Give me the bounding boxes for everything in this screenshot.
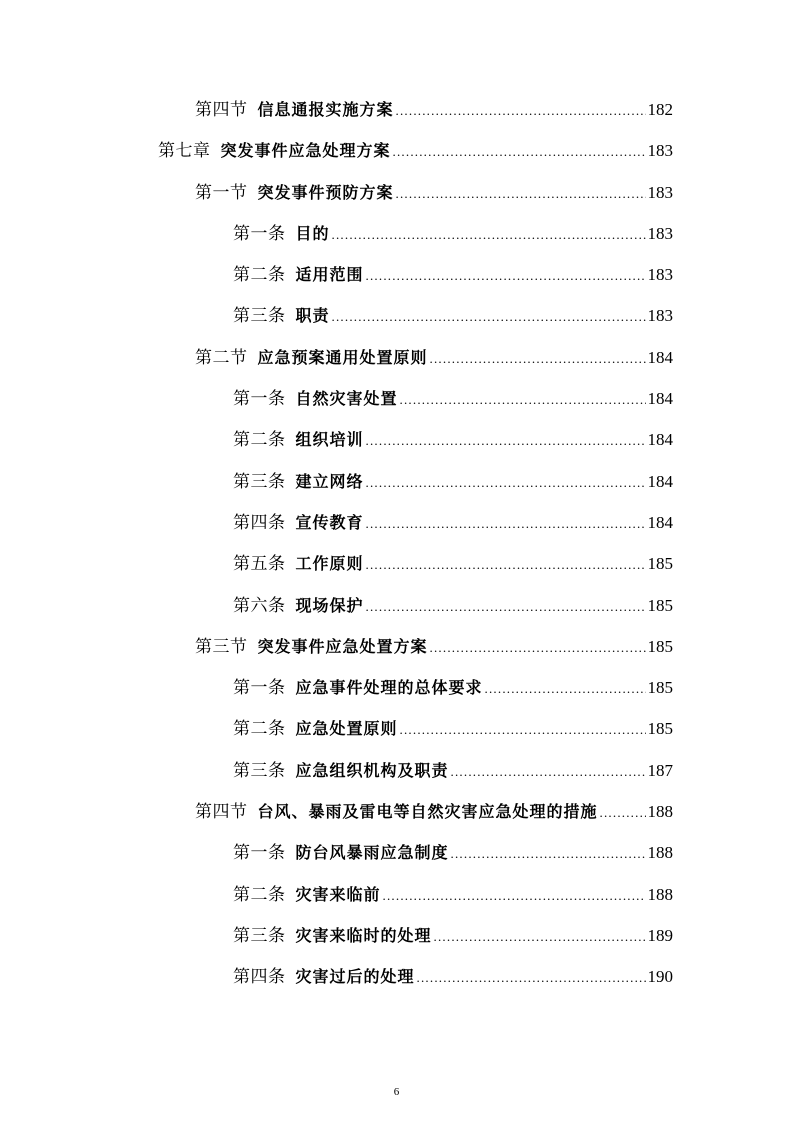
toc-entry[interactable] [0, 711, 793, 752]
dot-leader [451, 760, 646, 784]
toc-entry-number: 第三条 [233, 471, 286, 491]
toc-entry-page: 184 [647, 347, 673, 367]
toc-entry-number: 第五条 [233, 554, 286, 574]
toc-entry[interactable] [0, 257, 793, 298]
toc-entry-page: 184 [647, 512, 673, 532]
toc-entry-number: 第七章 [158, 141, 211, 161]
toc-entry-title: 组织培训 [295, 430, 364, 450]
toc-entry-title: 灾害来临前 [295, 884, 381, 904]
toc-entry-title: 应急事件处理的总体要求 [295, 678, 483, 698]
toc-entry[interactable] [0, 422, 793, 463]
dot-leader [383, 884, 646, 908]
toc-entry-number: 第二条 [233, 884, 286, 904]
toc-entry-number: 第一条 [233, 223, 286, 243]
dot-leader [366, 512, 646, 536]
toc-entry-number: 第四条 [233, 967, 286, 987]
toc-entry[interactable] [0, 959, 793, 1000]
toc-entry-page: 185 [647, 554, 673, 574]
dot-leader [485, 677, 646, 701]
toc-entry-title: 突发事件预防方案 [257, 182, 394, 202]
toc-entry[interactable] [0, 835, 793, 876]
dot-leader [332, 223, 646, 247]
toc-entry-number: 第三条 [233, 760, 286, 780]
dot-leader [400, 388, 646, 412]
dot-leader [396, 99, 646, 123]
toc-entry[interactable] [0, 877, 793, 918]
toc-entry[interactable] [0, 546, 793, 587]
toc-entry-title: 应急预案通用处置原则 [257, 347, 428, 367]
toc-entry-number: 第四条 [233, 512, 286, 532]
toc-entry[interactable] [0, 175, 793, 216]
toc-entry-title: 灾害过后的处理 [295, 967, 415, 987]
toc-entry[interactable] [0, 794, 793, 835]
toc-entry-title: 建立网络 [295, 471, 364, 491]
toc-entry[interactable] [0, 464, 793, 505]
toc-entry-title: 工作原则 [295, 554, 364, 574]
toc-entry-number: 第二条 [233, 430, 286, 450]
toc-entry-number: 第一条 [233, 843, 286, 863]
toc-entry-number: 第六条 [233, 595, 286, 615]
toc-entry[interactable] [0, 670, 793, 711]
toc-entry-title: 应急组织机构及职责 [295, 760, 449, 780]
dot-leader [451, 842, 646, 866]
toc-entry[interactable] [0, 753, 793, 794]
toc-entry-number: 第二条 [233, 265, 286, 285]
toc-entry-number: 第三节 [195, 636, 248, 656]
dot-leader [366, 471, 646, 495]
toc-entry-number: 第一节 [195, 182, 248, 202]
toc-entry-page: 187 [647, 760, 673, 780]
toc-entry-title: 防台风暴雨应急制度 [295, 843, 449, 863]
toc-entry[interactable] [0, 381, 793, 422]
toc-entry-number: 第三条 [233, 306, 286, 326]
toc-entry-title: 应急处置原则 [295, 719, 398, 739]
table-of-contents [0, 92, 793, 1001]
toc-entry-page: 184 [647, 389, 673, 409]
toc-entry-page: 184 [647, 471, 673, 491]
toc-entry-title: 灾害来临时的处理 [295, 925, 432, 945]
toc-entry-page: 185 [647, 636, 673, 656]
toc-entry[interactable] [0, 133, 793, 174]
toc-entry-page: 182 [647, 100, 673, 119]
toc-entry-page: 183 [647, 182, 673, 202]
toc-entry-page: 189 [647, 925, 673, 945]
dot-leader [434, 925, 646, 949]
toc-entry-number: 第三条 [233, 925, 286, 945]
dot-leader [430, 347, 646, 371]
dot-leader [332, 305, 646, 329]
toc-entry-page: 185 [647, 719, 673, 739]
dot-leader [600, 801, 646, 825]
dot-leader [393, 140, 646, 164]
dot-leader [366, 264, 646, 288]
toc-entry-page: 190 [647, 967, 673, 987]
toc-entry-title: 自然灾害处置 [295, 389, 398, 409]
dot-leader [366, 429, 646, 453]
toc-entry[interactable] [0, 340, 793, 381]
toc-entry-title: 台风、暴雨及雷电等自然灾害应急处理的措施 [257, 802, 598, 822]
toc-entry-page: 185 [647, 678, 673, 698]
toc-entry-title: 目的 [295, 223, 330, 243]
toc-entry-page: 188 [647, 884, 673, 904]
dot-leader [400, 718, 646, 742]
toc-entry[interactable] [0, 918, 793, 959]
toc-entry-title: 突发事件应急处理方案 [220, 141, 391, 161]
toc-entry-title: 适用范围 [295, 265, 364, 285]
toc-entry-page: 188 [647, 843, 673, 863]
toc-entry-number: 第一条 [233, 678, 286, 698]
toc-entry[interactable] [0, 629, 793, 670]
toc-entry-page: 185 [647, 595, 673, 615]
toc-entry-number: 第二条 [233, 719, 286, 739]
toc-entry-page: 184 [647, 430, 673, 450]
toc-entry-number: 第四节 [195, 100, 248, 119]
dot-leader [366, 595, 646, 619]
toc-entry-page: 183 [647, 141, 673, 161]
toc-entry[interactable] [0, 216, 793, 257]
toc-entry-number: 第二节 [195, 347, 248, 367]
toc-entry-title: 信息通报实施方案 [257, 100, 394, 119]
toc-entry-title: 宣传教育 [295, 512, 364, 532]
dot-leader [417, 966, 646, 990]
dot-leader [430, 636, 646, 660]
dot-leader [366, 553, 646, 577]
toc-entry-number: 第四节 [195, 802, 248, 822]
toc-entry-title: 现场保护 [295, 595, 364, 615]
dot-leader [396, 182, 646, 206]
toc-entry[interactable] [0, 588, 793, 629]
toc-entry-page: 183 [647, 265, 673, 285]
toc-entry[interactable] [0, 505, 793, 546]
toc-entry-page: 183 [647, 306, 673, 326]
toc-entry-page: 188 [647, 802, 673, 822]
toc-entry[interactable] [0, 92, 793, 133]
toc-entry-page: 183 [647, 223, 673, 243]
toc-entry[interactable] [0, 298, 793, 339]
toc-entry-title: 突发事件应急处置方案 [257, 636, 428, 656]
toc-entry-number: 第一条 [233, 389, 286, 409]
footer-page-number: 6 [393, 1086, 400, 1098]
toc-entry-title: 职责 [295, 306, 330, 326]
